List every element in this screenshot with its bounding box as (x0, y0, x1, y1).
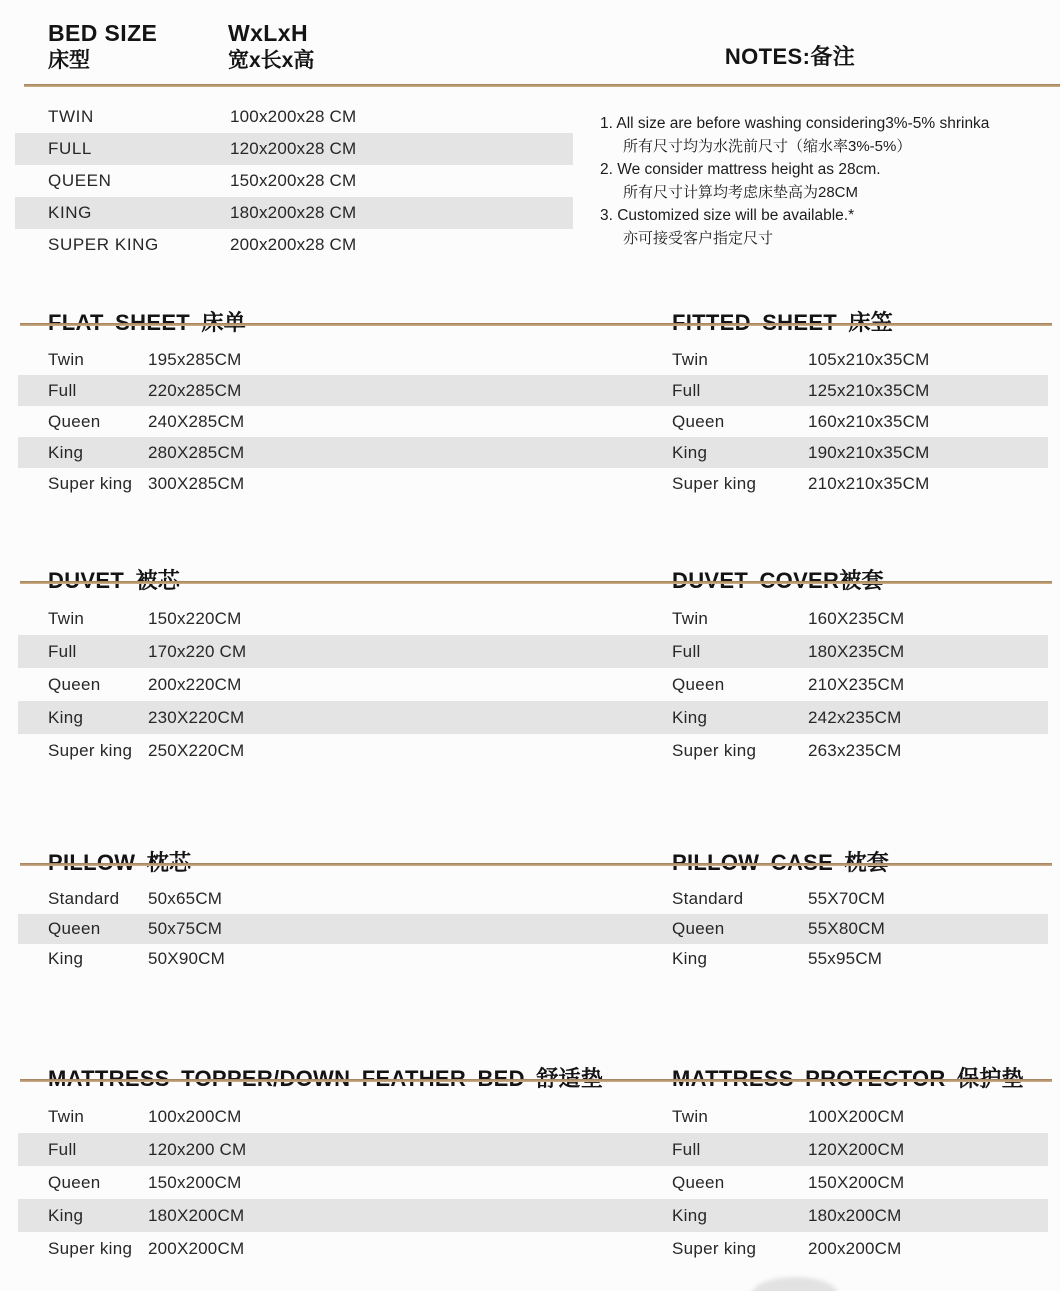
size-name-label: Queen (48, 411, 101, 431)
size-name-label: Super king (672, 740, 757, 760)
table-row (672, 375, 1048, 406)
table-row (672, 1232, 1048, 1265)
size-dimension-value: 242x235CM (808, 707, 902, 727)
size-name-label: Queen (672, 674, 725, 694)
size-dimension-value: 263x235CM (808, 740, 902, 760)
bed-size-header (48, 20, 157, 75)
size-name-label: KING (48, 203, 92, 222)
table-row (672, 1100, 1048, 1133)
table-row (48, 344, 628, 375)
note-line: 3. Customized size will be available.* (600, 207, 855, 224)
table-row (48, 468, 628, 499)
table-row (672, 1166, 1048, 1199)
table-row (672, 344, 1048, 375)
size-dimension-value: 120X200CM (808, 1139, 905, 1159)
table-row (672, 602, 1048, 635)
size-dimension-value: 200X200CM (148, 1238, 245, 1258)
size-dimension-value: 230X220CM (148, 707, 245, 727)
duvet-table (48, 602, 628, 767)
size-name-label: Full (672, 1139, 701, 1159)
flat-sheet-table (48, 344, 628, 499)
size-name-label: Queen (672, 1172, 725, 1192)
size-name-label: Standard (672, 889, 744, 908)
size-name-label: King (48, 707, 84, 727)
size-name-label: Twin (672, 349, 709, 369)
size-name-label: FULL (48, 139, 92, 158)
size-name-label: Full (48, 641, 77, 661)
table-row (48, 1100, 628, 1133)
size-dimension-value: 240X285CM (148, 411, 245, 431)
fitted-sheet-table (672, 344, 1048, 499)
size-name-label: King (672, 707, 708, 727)
table-row (48, 668, 628, 701)
table-row (48, 437, 628, 468)
size-dimension-value: 50x65CM (148, 889, 223, 908)
mattress-topper-table (48, 1100, 628, 1265)
size-dimension-value: 55X80CM (808, 919, 885, 938)
note-line: 亦可接受客户指定尺寸 (623, 230, 774, 247)
size-name-label: Standard (48, 889, 120, 908)
size-dimension-value: 195x285CM (148, 349, 242, 369)
note-line: 1. All size are before washing considering3%-5% shrinka (600, 115, 990, 132)
table-row (15, 165, 573, 197)
section-divider (20, 863, 1052, 866)
size-dimension-value: 120x200 CM (148, 1139, 247, 1159)
size-name-label: Queen (672, 411, 725, 431)
size-dimension-value: 180X200CM (148, 1205, 245, 1225)
size-dimension-value: 55x95CM (808, 949, 883, 968)
size-dimension-value: 220x285CM (148, 380, 242, 400)
table-row (15, 133, 573, 165)
table-row (672, 635, 1048, 668)
size-dimension-value: 120x200x28 CM (230, 139, 357, 158)
mattress-topper-title (48, 1062, 603, 1093)
size-name-label: Super king (48, 740, 133, 760)
size-dimension-value: 180x200CM (808, 1205, 902, 1225)
table-row (48, 602, 628, 635)
table-row (672, 734, 1048, 767)
size-dimension-value: 105x210x35CM (808, 349, 930, 369)
size-dimension-value: 210X235CM (808, 674, 905, 694)
table-row (48, 1166, 628, 1199)
note-line: 所有尺寸计算均考虑床垫高为28CM (623, 184, 859, 201)
size-dimension-value: 170x220 CM (148, 641, 247, 661)
table-row (672, 701, 1048, 734)
size-name-label: Super king (48, 473, 133, 493)
size-dimension-value: 210x210x35CM (808, 473, 930, 493)
size-dimension-value: 180X235CM (808, 641, 905, 661)
photo-artifact-blob (752, 1277, 838, 1291)
pillow-title (48, 846, 191, 877)
size-dimension-value: 300X285CM (148, 473, 245, 493)
size-dimension-value: 160x210x35CM (808, 411, 930, 431)
table-row (672, 437, 1048, 468)
size-dimension-value: 100X200CM (808, 1106, 905, 1126)
size-name-label: Super king (672, 473, 757, 493)
mattress-protector-table (672, 1100, 1048, 1265)
duvet-cover-table (672, 602, 1048, 767)
size-dimension-value: 200x220CM (148, 674, 242, 694)
section-divider (20, 1079, 1052, 1082)
table-row (48, 375, 628, 406)
size-name-label: Queen (48, 1172, 101, 1192)
size-name-label: King (48, 1205, 84, 1225)
size-name-label: King (48, 442, 84, 462)
size-name-label: Twin (672, 1106, 709, 1126)
size-name-label: QUEEN (48, 171, 112, 190)
header-divider (24, 84, 1060, 87)
size-name-label: Queen (48, 919, 101, 938)
bed-size-table (15, 101, 573, 261)
table-row (48, 884, 628, 914)
duvet-cover-title (672, 564, 884, 595)
size-name-label: Twin (672, 608, 709, 628)
size-dimension-value: 150x220CM (148, 608, 242, 628)
note-line: 所有尺寸均为水洗前尺寸（缩水率3%-5%） (623, 138, 912, 155)
size-name-label: Queen (48, 674, 101, 694)
pillow-table (48, 884, 628, 974)
size-dimension-value: 190x210x35CM (808, 442, 930, 462)
table-row (15, 229, 573, 261)
dimensions-header (228, 20, 314, 75)
section-divider (20, 323, 1052, 326)
table-row (48, 701, 628, 734)
size-name-label: Full (48, 380, 77, 400)
size-dimension-value: 125x210x35CM (808, 380, 930, 400)
pillow-case-table (672, 884, 1048, 974)
size-dimension-value: 200x200x28 CM (230, 235, 357, 254)
table-row (48, 914, 628, 944)
size-name-label: Twin (48, 608, 85, 628)
size-name-label: Super king (672, 1238, 757, 1258)
size-name-label: Twin (48, 1106, 85, 1126)
size-dimension-value: 150x200x28 CM (230, 171, 357, 190)
table-row (672, 468, 1048, 499)
size-dimension-value: 280X285CM (148, 442, 245, 462)
size-name-label: Full (672, 641, 701, 661)
size-dimension-value: 55X70CM (808, 889, 885, 908)
table-row (672, 1199, 1048, 1232)
size-dimension-value: 160X235CM (808, 608, 905, 628)
dimensions-title: WxLxH (228, 20, 308, 46)
table-row (48, 944, 628, 974)
table-row (672, 406, 1048, 437)
section-divider (20, 581, 1052, 584)
table-row (48, 1133, 628, 1166)
size-dimension-value: 180x200x28 CM (230, 203, 357, 222)
dimensions-subtitle: 宽x长x高 (228, 49, 315, 72)
table-row (672, 884, 1048, 914)
table-row (672, 668, 1048, 701)
size-name-label: Twin (48, 349, 85, 369)
size-dimension-value: 150X200CM (808, 1172, 905, 1192)
size-name-label: Super king (48, 1238, 133, 1258)
size-name-label: King (672, 1205, 708, 1225)
notes-title: NOTES:备注 (724, 44, 856, 69)
table-row (15, 197, 573, 229)
size-name-label: King (48, 949, 84, 968)
note-line: 2. We consider mattress height as 28cm. (600, 161, 881, 178)
size-name-label: SUPER KING (48, 235, 159, 254)
size-name-label: Queen (672, 919, 725, 938)
bed-size-title: BED SIZE (48, 20, 158, 46)
mattress-protector-title (672, 1062, 1024, 1093)
table-row (48, 635, 628, 668)
notes-panel (600, 112, 1060, 250)
flat-sheet-title (48, 306, 246, 337)
duvet-title (48, 564, 180, 595)
size-name-label: King (672, 949, 708, 968)
table-row (15, 101, 573, 133)
size-dimension-value: 50x75CM (148, 919, 223, 938)
table-row (48, 734, 628, 767)
size-dimension-value: 100x200x28 CM (230, 107, 357, 126)
table-row (672, 914, 1048, 944)
size-dimension-value: 150x200CM (148, 1172, 242, 1192)
bed-size-subtitle: 床型 (48, 49, 90, 72)
size-name-label: Full (48, 1139, 77, 1159)
table-row (48, 406, 628, 437)
size-dimension-value: 250X220CM (148, 740, 245, 760)
table-row (672, 1133, 1048, 1166)
pillow-case-title (672, 846, 889, 877)
size-dimension-value: 50X90CM (148, 949, 225, 968)
size-dimension-value: 200x200CM (808, 1238, 902, 1258)
size-dimension-value: 100x200CM (148, 1106, 242, 1126)
table-row (672, 944, 1048, 974)
table-row (48, 1199, 628, 1232)
fitted-sheet-title (672, 306, 893, 337)
size-name-label: TWIN (48, 107, 94, 126)
size-name-label: Full (672, 380, 701, 400)
size-name-label: King (672, 442, 708, 462)
table-row (48, 1232, 628, 1265)
